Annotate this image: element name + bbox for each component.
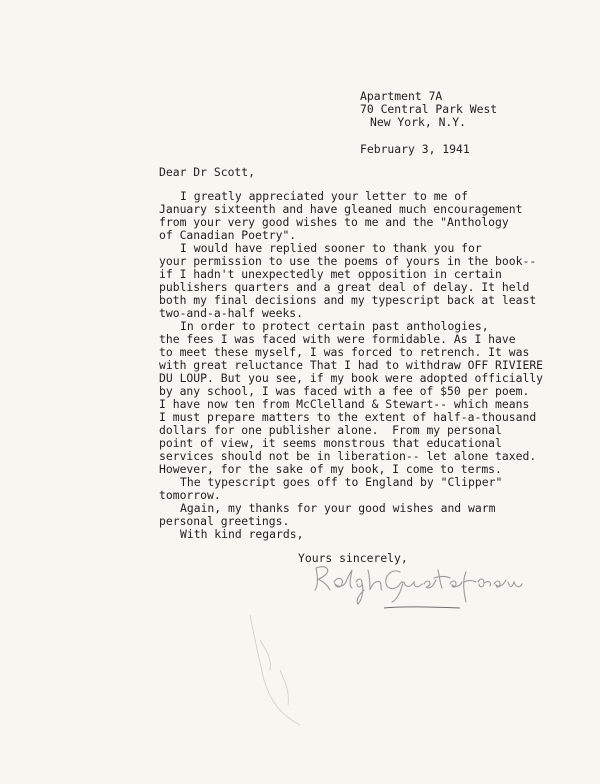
body-line: from your very good wishes to me and the "Anthology [159,215,509,229]
body-line: both my final decisions and my typescript back at least [159,293,537,307]
body-line: DU LOUP. But you see, if my book were adopted officially [159,371,544,385]
body-line: In order to protect certain past anthologies, [180,319,489,333]
body-line: services should not be in liberation-- let alone taxed. [159,449,537,463]
body-line: January sixteenth and have gleaned much encouragement [159,202,523,216]
body-line: by any school, I was faced with a fee of $50 per poem. [159,384,530,398]
body-line: However, for the sake of my book, I come to terms. [159,462,502,476]
signature-underline [382,604,462,612]
body-line: The typescript goes off to England by "Clipper" [180,475,503,489]
body-line: your permission to use the poems of yours in the book-- [159,254,537,268]
body-line: the fees I was faced with were formidable. As I have [159,332,516,346]
body-line: with great reluctance That I had to withdraw OFF RIVIERE [159,358,544,372]
body-line: of Canadian Poetry". [159,228,297,242]
salutation: Dear Dr Scott, [159,165,256,179]
body-line: tomorrow. [159,488,221,502]
body-line: if I hadn't unexpectedly met opposition in certain [159,267,502,281]
pencil-marks [240,610,320,730]
address-line-1: Apartment 7A [360,89,443,103]
body-line: publishers quarters and a great deal of delay. It held [159,280,530,294]
body-line: I greatly appreciated your letter to me of [180,189,469,203]
address-line-3: New York, N.Y. [370,115,467,129]
body-line: dollars for one publisher alone. From my personal [159,423,502,437]
body-line: I would have replied sooner to thank you for [180,241,482,255]
body-line: With kind regards, [180,527,304,541]
address-line-2: 70 Central Park West [360,102,498,116]
closing: Yours sincerely, [298,551,408,565]
body-line: point of view, it seems monstrous that educational [159,436,502,450]
body-line: two-and-a-half weeks. [159,306,304,320]
letter-date: February 3, 1941 [360,142,470,156]
body-line: I have now ten from McClelland & Stewart-- which means [159,397,530,411]
body-line: to meet these myself, I was forced to retrench. It was [159,345,530,359]
body-line: Again, my thanks for your good wishes and warm [180,501,496,515]
body-line: I must prepare matters to the extent of half-a-thousand [159,410,537,424]
body-line: personal greetings. [159,514,290,528]
